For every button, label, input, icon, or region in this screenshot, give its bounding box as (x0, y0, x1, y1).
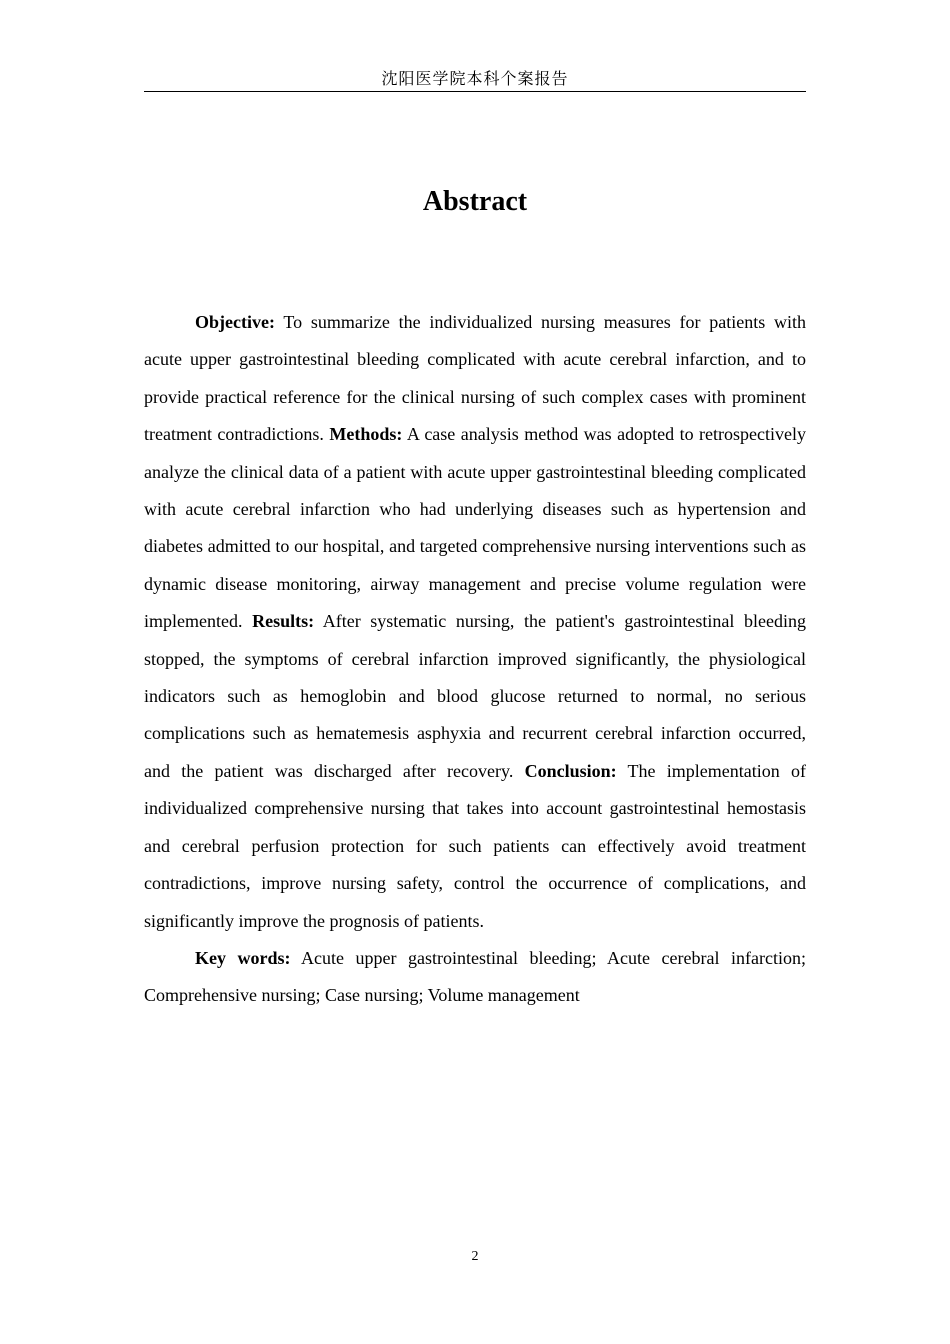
keywords-label: Key words: (195, 947, 291, 968)
objective-text: To summarize the individualized nursing measures for patients with acute upper gastrointestinal bleeding complicated with acute cerebral infarction, and to provide practical reference for the clinical nursing of such complex cases with prominent treatment contradictions. (144, 312, 806, 445)
methods-text: A case analysis method was adopted to retrospectively analyze the clinical data of a patient with acute upper gastrointestinal bleeding complicated with acute cerebral infarction who had underlying diseases such as hypertension and diabetes admitted to our hospital, and targeted comprehensive nursing interventions such as dynamic disease monitoring, airway management and precise volume regulation were implemented. (144, 424, 806, 632)
conclusion-text: The implementation of individualized comprehensive nursing that takes into account gastrointestinal hemostasis and cerebral perfusion protection for such patients can effectively avoid treatment contradictions, improve nursing safety, control the occurrence of complications, and significantly improve the prognosis of patients. (144, 760, 806, 931)
abstract-paragraph (144, 304, 806, 940)
page-number: 2 (471, 1249, 479, 1264)
methods-label: Methods: (329, 424, 403, 445)
page-title: Abstract (422, 186, 528, 217)
results-label: Results: (252, 611, 315, 632)
results-text: After systematic nursing, the patient's gastrointestinal bleeding stopped, the symptoms of cerebral infarction improved significantly, the physiological indicators such as hemoglobin and blood glucose returned to normal, no serious complications such as hematemesis asphyxia and recurrent cerebral infarction occurred, and the patient was discharged after recovery. (144, 611, 806, 781)
abstract-body (144, 304, 806, 1015)
keywords-paragraph (144, 940, 806, 1015)
conclusion-label: Conclusion: (524, 760, 617, 781)
objective-label: Objective: (195, 312, 275, 332)
keywords-text: Acute upper gastrointestinal bleeding; Acute cerebral infarction; Comprehensive nursing; Case nursing; Volume management (144, 947, 806, 1006)
running-header: 沈阳医学院本科个案报告 (144, 68, 806, 92)
